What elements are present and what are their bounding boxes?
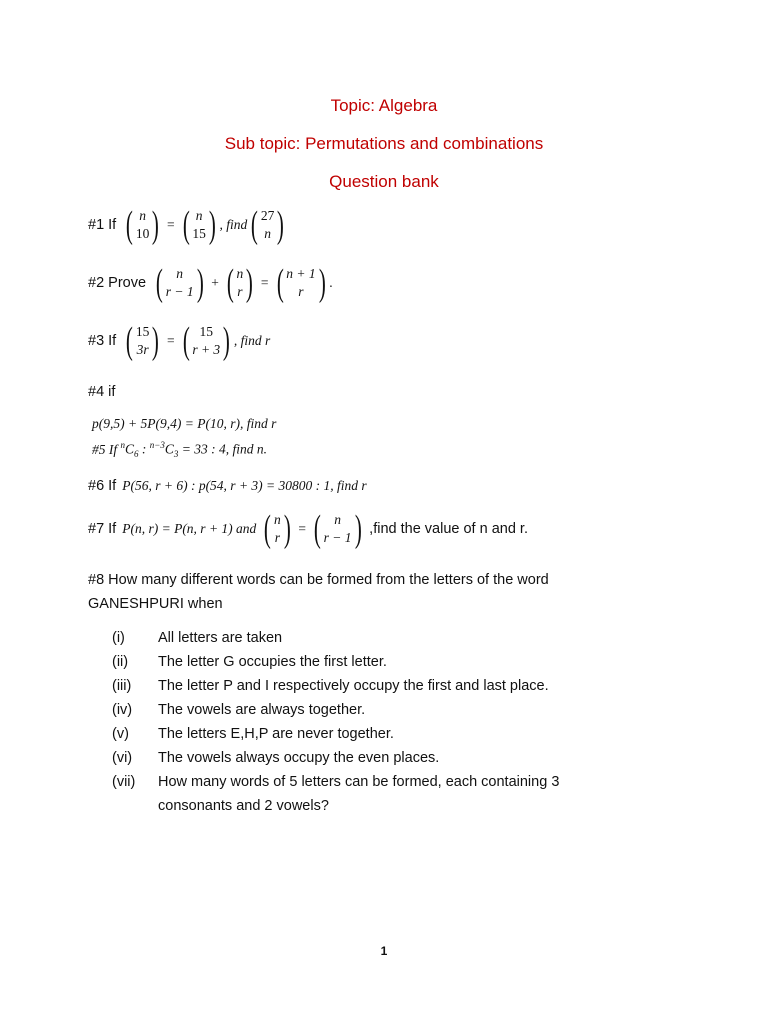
q6-label: #6 If xyxy=(88,478,117,494)
question-3: #3 If ( 15 3r ) = ( 15 r + 3 ) , find r xyxy=(88,320,271,362)
q3-find: , find r xyxy=(233,333,271,348)
topic-title: Topic: Algebra xyxy=(330,96,438,115)
question-bank-title: Question bank xyxy=(329,172,439,191)
question-4-label: #4 if xyxy=(88,384,116,400)
q5-label: #5 If xyxy=(92,441,118,457)
question-8-line2: GANESHPURI when xyxy=(88,596,223,612)
q3-binom-b: ( 15 r + 3 ) xyxy=(182,320,230,362)
q7-binom-a: ( n r ) xyxy=(264,508,291,550)
q1-label: #1 If xyxy=(88,217,117,233)
q7-label: #7 If xyxy=(88,521,117,537)
question-1: #1 If ( n 10 ) = ( n 15 ) , find ( 27 n ) xyxy=(88,206,288,244)
q1-binom-b: ( n 15 ) xyxy=(182,204,216,246)
question-8-line1: #8 How many different words can be formed from the letters of the word xyxy=(88,572,549,588)
q2-binom-c: ( n + 1 r ) xyxy=(276,262,326,304)
question-2: #2 Prove ( n r − 1 ) + ( n r ) = ( n + 1 r ) . xyxy=(88,262,333,304)
q1-binom-c: ( 27 n ) xyxy=(251,204,285,246)
q1-find: , find xyxy=(219,217,248,232)
question-6 xyxy=(88,478,367,494)
question-5: #5 If $^nC_6$ : $^{n-3}C_3 = 33$ : 4, find n. xyxy=(92,440,267,460)
subtopic-title: Sub topic: Permutations and combinations xyxy=(224,134,544,153)
q7-expr: P(n, r) = P(n, r + 1) and xyxy=(122,521,257,536)
page-number: 1 xyxy=(380,944,388,958)
q3-label: #3 If xyxy=(88,333,117,349)
q6-expr: P(56, r + 6) : p(54, r + 3) = 30800 : 1, find r xyxy=(122,478,367,493)
q1-binom-a: ( n 10 ) xyxy=(126,204,160,246)
q2-binom-b: ( n r ) xyxy=(226,262,254,304)
question-4-expr: p(9,5) + 5P(9,4) = P(10, r), find r xyxy=(92,416,277,431)
q7-binom-b: ( n r − 1 ) xyxy=(313,508,362,550)
q2-binom-a: ( n r − 1 ) xyxy=(155,262,204,304)
q2-label: #2 Prove xyxy=(88,275,147,291)
q3-binom-a: ( 15 3r ) xyxy=(126,320,160,362)
q7-tail: ,find the value of n and r. xyxy=(369,521,528,537)
question-7: #7 If P(n, r) = P(n, r + 1) and ( n r ) = ( n r − 1 ) ,find the value of n and r. xyxy=(88,508,528,550)
